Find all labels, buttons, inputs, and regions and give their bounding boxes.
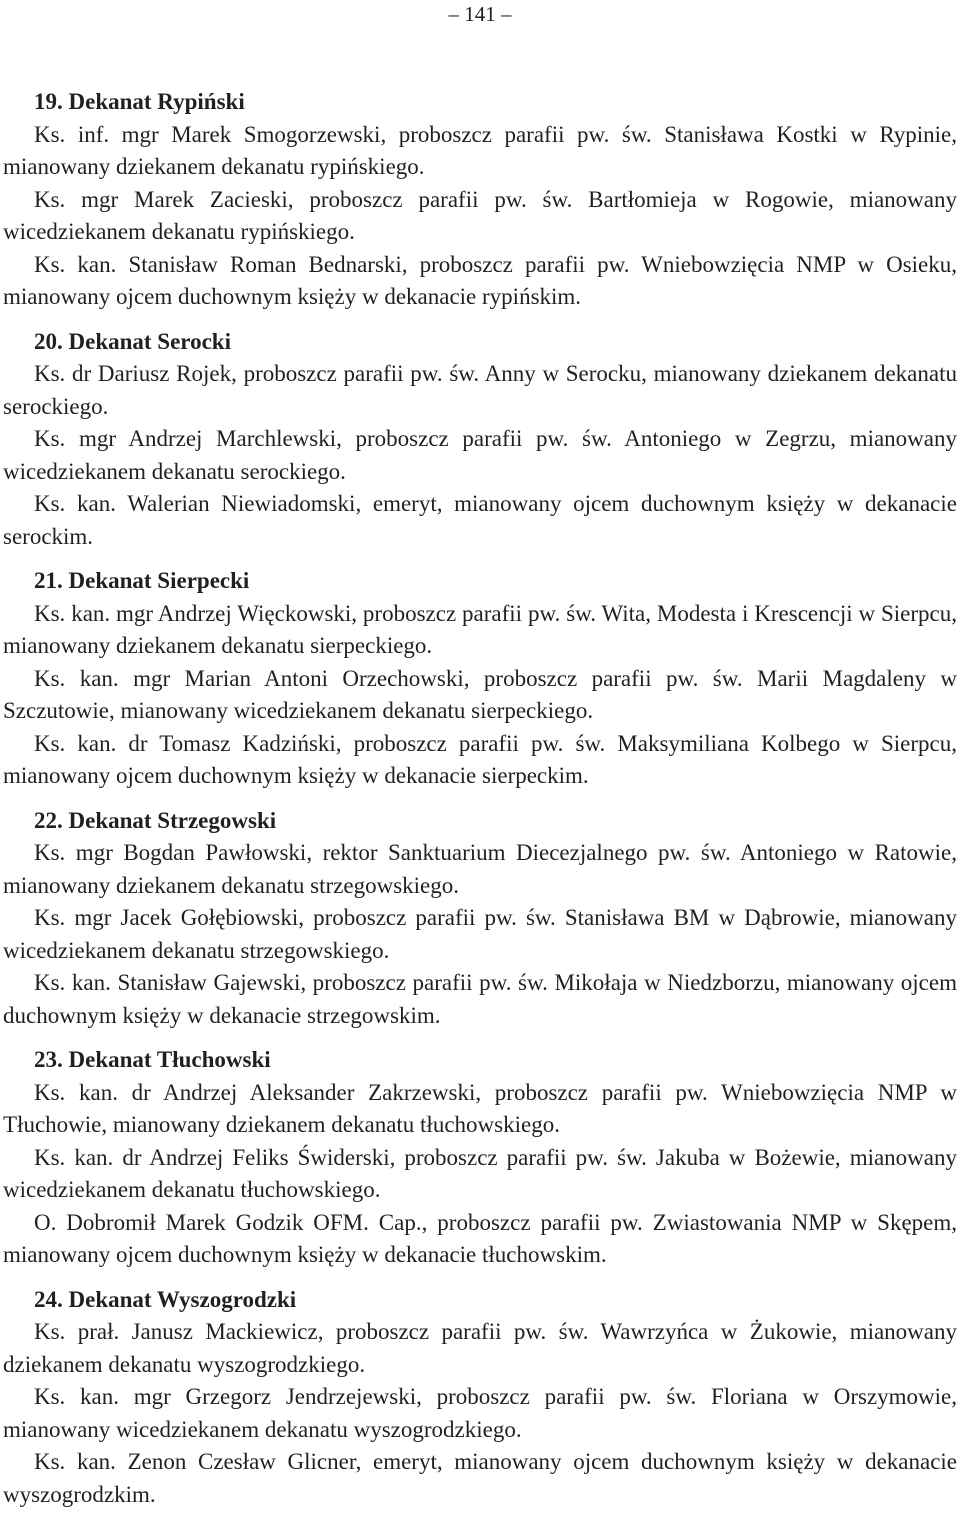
appointment-entry: Ks. mgr Marek Zacieski, proboszcz parafii pw. św. Bartłomieja w Rogowie, mianowany wicedziekanem dekanatu rypińskiego. [3,186,957,244]
appointment-entry: Ks. mgr Andrzej Marchlewski, proboszcz parafii pw. św. Antoniego w Zegrzu, mianowany wicedziekanem dekanatu serockiego. [3,426,957,484]
appointment-entry: Ks. kan. dr Andrzej Aleksander Zakrzewski, proboszcz parafii pw. Wniebowzięcia NMP w Tłuchowie, mianowany dziekanem dekanatu tłuchowskiego. [3,1079,957,1137]
section-dekanat-sierpecki [3,565,957,793]
appointment-entry: Ks. mgr Jacek Gołębiowski, proboszcz parafii pw. św. Stanisława BM w Dąbrowie, mianowany wicedziekanem dekanatu strzegowskiego. [3,905,957,963]
page-number: – 141 – [448,2,512,26]
appointment-entry: Ks. dr Dariusz Rojek, proboszcz parafii pw. św. Anny w Serocku, mianowany dziekanem dekanatu serockiego. [3,361,957,419]
appointment-entry: Ks. kan. mgr Grzegorz Jendrzejewski, proboszcz parafii pw. św. Floriana w Orszymowie, mianowany wicedziekanem dekanatu wyszogrodzkiego. [3,1384,957,1442]
section-dekanat-serocki [3,326,957,554]
section-dekanat-strzegowski [3,805,957,1033]
appointment-entry: Ks. kan. dr Andrzej Feliks Świderski, proboszcz parafii pw. św. Jakuba w Bożewie, mianowany wicedziekanem dekanatu tłuchowskiego. [3,1144,957,1202]
appointment-entry: Ks. kan. Zenon Czesław Glicner, emeryt, mianowany ojcem duchownym księży w dekanacie wyszogrodzkim. [3,1449,957,1507]
document-body [3,86,957,1523]
section-heading: 22. Dekanat Strzegowski [34,807,277,833]
appointment-entry: Ks. kan. Stanisław Gajewski, proboszcz parafii pw. św. Mikołaja w Niedzborzu, mianowany ojcem duchownym księży w dekanacie strzegowskim. [3,970,957,1028]
appointment-entry: Ks. mgr Bogdan Pawłowski, rektor Sanktuarium Diecezjalnego pw. św. Antoniego w Ratowie, mianowany dziekanem dekanatu strzegowskiego. [3,840,957,898]
section-dekanat-wyszogrodzki [3,1284,957,1512]
section-heading: 23. Dekanat Tłuchowski [34,1047,271,1072]
appointment-entry: O. Dobromił Marek Godzik OFM. Cap., proboszcz parafii pw. Zwiastowania NMP w Skępem, mianowany ojcem duchownym księży w dekanacie tłuchowskim. [3,1209,957,1267]
appointment-entry: Ks. kan. dr Tomasz Kadziński, proboszcz parafii pw. św. Maksymiliana Kolbego w Sierpcu, mianowany ojcem duchownym księży w dekanacie sierpeckim. [3,730,957,788]
appointment-entry: Ks. kan. mgr Andrzej Więckowski, proboszcz parafii pw. św. Wita, Modesta i Krescencji w Sierpcu, mianowany dziekanem dekanatu sierpeckiego. [3,600,957,658]
appointment-entry: Ks. kan. mgr Marian Antoni Orzechowski, proboszcz parafii pw. św. Marii Magdaleny w Szczutowie, mianowany wicedziekanem dekanatu sierpeckiego. [3,665,957,723]
section-dekanat-tluchowski [3,1044,957,1272]
appointment-entry: Ks. prał. Janusz Mackiewicz, proboszcz parafii pw. św. Wawrzyńca w Żukowie, mianowany dziekanem dekanatu wyszogrodzkiego. [3,1319,957,1377]
appointment-entry: Ks. kan. Walerian Niewiadomski, emeryt, mianowany ojcem duchownym księży w dekanacie serockim. [3,491,957,549]
section-heading: 24. Dekanat Wyszogrodzki [34,1286,297,1312]
appointment-entry: Ks. kan. Stanisław Roman Bednarski, proboszcz parafii pw. Wniebowzięcia NMP w Osieku, mianowany ojcem duchownym księży w dekanacie rypińskim. [3,251,957,309]
section-dekanat-rypinski [3,86,957,314]
section-heading: 21. Dekanat Sierpecki [34,568,250,593]
appointment-entry: Ks. inf. mgr Marek Smogorzewski, proboszcz parafii pw. św. Stanisława Kostki w Rypinie, mianowany dziekanem dekanatu rypińskiego. [3,121,957,179]
section-heading: 19. Dekanat Rypiński [34,89,245,114]
section-heading: 20. Dekanat Serocki [34,328,231,354]
